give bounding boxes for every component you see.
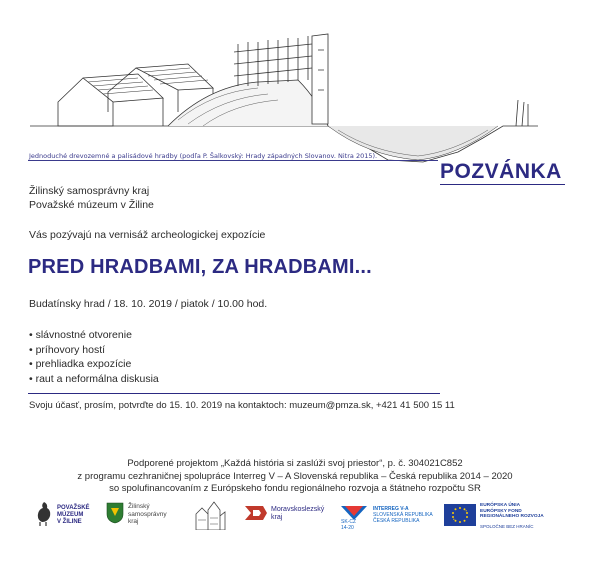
- program-item: • príhovory hostí: [29, 343, 159, 358]
- moravian-region-icon: [243, 502, 269, 524]
- support-line: Podporené projektom „Každá história si zaslúži svoj priestor“, p. č. 304021C852: [127, 458, 463, 469]
- program-list: [29, 328, 159, 386]
- castle-icon: [192, 500, 228, 530]
- interreg-logo-line: SLOVENSKÁ REPUBLIKA: [373, 512, 433, 518]
- region-logo-line: samosprávny: [128, 510, 167, 518]
- program-item: • prehliadka expozície: [29, 357, 159, 372]
- interreg-code-line: 14-20: [341, 524, 354, 531]
- program-item: • raut a neformálna diskusia: [29, 372, 159, 387]
- eu-logo-line: EURÓPSKY FOND: [480, 508, 522, 514]
- rooster-icon: [34, 500, 54, 526]
- organizer-region: Žilinský samosprávny kraj: [29, 185, 150, 197]
- support-statement: [0, 458, 590, 496]
- palisade: [238, 36, 308, 86]
- interreg-logo-line: ČESKÁ REPUBLIKA: [373, 518, 420, 524]
- gate-tower: [312, 34, 328, 124]
- eu-motto: SPOLOČNE BEZ HRANÍC: [480, 524, 534, 529]
- intro-text: Vás pozývajú na vernisáž archeologickej expozície: [29, 229, 266, 241]
- support-line: so spolufinancovaním z Európskeho fondu regionálneho rozvoja a štátneho rozpočtu SR: [109, 483, 481, 494]
- eu-logo-line: REGIONÁLNEHO ROZVOJA: [480, 514, 544, 520]
- stakes: [516, 100, 528, 126]
- title-divider: [440, 184, 565, 185]
- support-line: z programu cezhraničnej spolupráce Interreg V – A Slovenská republika – Česká republika 2014 – 2020: [77, 470, 513, 482]
- rsvp-note: Svoju účasť, prosím, potvrďte do 15. 10. 2019 na kontaktoch: muzeum@pmza.sk, +421 41 500 15 11: [29, 400, 455, 411]
- eu-flag-icon: [444, 504, 476, 526]
- program-item: • slávnostné otvorenie: [29, 328, 159, 343]
- castle-logo: [192, 500, 228, 535]
- fortification-illustration: [28, 30, 568, 165]
- museum-logo-line: POVAŽSKÉ: [57, 505, 90, 511]
- eu-logo-line: EURÓPSKA ÚNIA: [480, 503, 521, 508]
- coat-of-arms-icon: [106, 502, 124, 524]
- region-logo-line: Žilinský: [128, 503, 150, 510]
- rampart-mound: [168, 80, 328, 126]
- event-details: Budatínsky hrad / 18. 10. 2019 / piatok / 10.00 hod.: [29, 298, 268, 310]
- invitation-title: POZVÁNKA: [440, 160, 562, 183]
- caption-divider: [28, 160, 438, 161]
- exhibition-title: PRED HRADBAMI, ZA HRADBAMI...: [28, 256, 372, 278]
- region-logo-line: kraj: [128, 518, 139, 525]
- illustration-caption: Jednoduché drevozemné a palisádové hradby (podľa P. Šalkovský: Hrady západných Slovanov. Nitra 2015).: [29, 152, 378, 160]
- rsvp-divider: [28, 393, 440, 394]
- moravian-logo-line: kraj: [271, 513, 283, 521]
- organizer-museum: Považské múzeum v Žiline: [29, 199, 154, 211]
- moravian-logo-line: Moravskoslezský: [271, 506, 325, 513]
- museum-logo-line: MÚZEUM: [57, 512, 84, 518]
- interreg-logo-line: INTERREG V-A: [373, 506, 409, 512]
- museum-logo-line: V ŽILINE: [57, 519, 82, 525]
- interreg-code-line: SK-CZ: [341, 519, 356, 525]
